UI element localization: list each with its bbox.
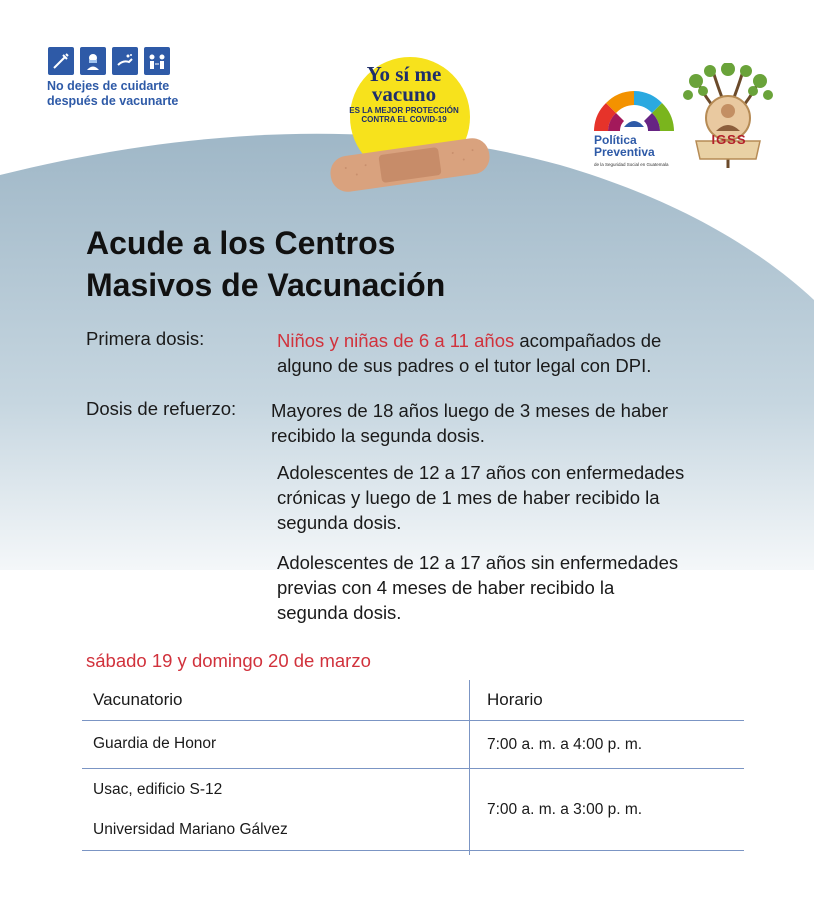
refuerzo-item2-line1: Adolescentes de 12 a 17 años con enfermedades — [277, 462, 685, 483]
igss-logo — [678, 63, 778, 173]
care-reminder — [47, 79, 178, 109]
refuerzo-item2 — [277, 460, 787, 535]
primera-dosis-label: Primera dosis: — [86, 328, 205, 349]
title-line2: Masivos de Vacunación — [86, 267, 446, 303]
table-divider — [82, 720, 744, 721]
title-line1: Acude a los Centros — [86, 225, 396, 261]
care-text-line2: después de vacunarte — [47, 94, 179, 108]
prevention-icons — [48, 47, 170, 75]
politica-preventiva-text — [594, 134, 669, 171]
table-header-vacunatorio: Vacunatorio — [93, 690, 183, 709]
table-row-hours: 7:00 a. m. a 3:00 p. m. — [487, 801, 643, 818]
refuerzo-item1-line1: Mayores de 18 años luego de 3 meses de haber — [271, 400, 668, 421]
table-divider — [82, 768, 744, 769]
hand-wash-icon — [112, 47, 138, 75]
refuerzo-item2-line2: crónicas y luego de 1 mes de haber recibido la — [277, 487, 660, 508]
refuerzo-item3-line3: segunda dosis. — [277, 602, 402, 623]
badge-subtitle-line2: CONTRA EL COVID-19 — [361, 115, 447, 124]
badge-subtitle-line1: ES LA MEJOR PROTECCIÓN — [349, 106, 459, 115]
refuerzo-label: Dosis de refuerzo: — [86, 398, 237, 419]
badge-title-line1: Yo sí me — [366, 62, 442, 86]
social-distance-icon — [144, 47, 170, 75]
pp-tagline: de la Seguridad Social en Guatemala — [594, 162, 669, 167]
table-column-divider — [469, 680, 470, 855]
badge-title-line2: vacuno — [371, 82, 437, 106]
refuerzo-item3-line1: Adolescentes de 12 a 17 años sin enfermedades — [277, 552, 679, 573]
face-mask-icon — [80, 47, 106, 75]
table-header-horario: Horario — [487, 690, 543, 709]
vaccination-table — [82, 680, 744, 855]
table-row-hours: 7:00 a. m. a 4:00 p. m. — [487, 736, 643, 753]
refuerzo-item1 — [271, 398, 771, 448]
table-row-place: Universidad Mariano Gálvez — [93, 821, 288, 838]
refuerzo-item2-line3: segunda dosis. — [277, 512, 402, 533]
primera-dosis-text — [277, 328, 757, 378]
page-title — [86, 222, 686, 306]
refuerzo-item1-line2: recibido la segunda dosis. — [271, 425, 485, 446]
schedule-date: sábado 19 y domingo 20 de marzo — [86, 650, 371, 671]
vaccine-syringe-icon — [48, 47, 74, 75]
badge-text — [335, 64, 473, 124]
care-text-line1: No dejes de cuidarte — [47, 79, 170, 93]
primera-rest: acompañados de — [514, 330, 662, 351]
pp-line2: Preventiva — [594, 145, 655, 159]
table-row-place: Usac, edificio S-12 — [93, 781, 223, 798]
table-divider — [82, 850, 744, 851]
primera-line2: alguno de sus padres o el tutor legal con DPI. — [277, 355, 652, 376]
igss-label: IGSS — [711, 132, 747, 147]
refuerzo-item3 — [277, 550, 787, 625]
refuerzo-item3-line2: previas con 4 meses de haber recibido la — [277, 577, 615, 598]
primera-highlight: Niños y niñas de 6 a 11 años — [277, 330, 515, 351]
pp-line1: Política — [594, 133, 637, 147]
table-row-place: Guardia de Honor — [93, 735, 217, 752]
